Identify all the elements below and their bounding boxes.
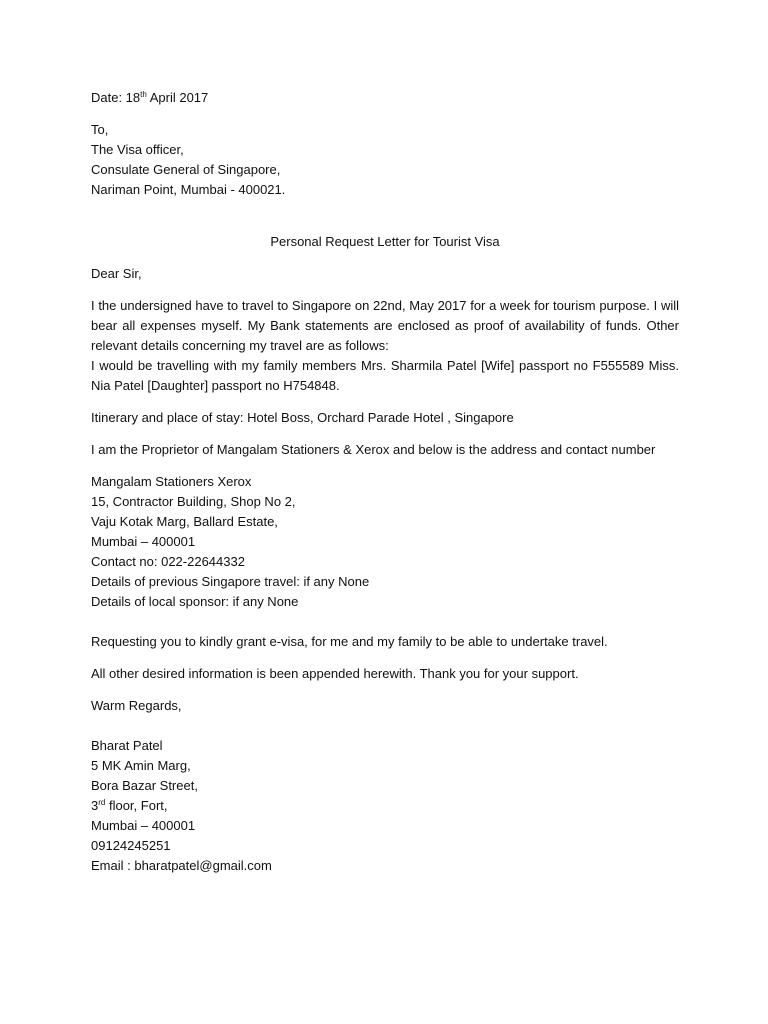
request-line: Requesting you to kindly grant e-visa, for me and my family to be able to undertake travel.: [91, 634, 608, 649]
sender-phone: 09124245251: [91, 838, 171, 853]
recipient-line: The Visa officer,: [91, 142, 184, 157]
sender-email: Email : bharatpatel@gmail.com: [91, 858, 272, 873]
recipient-line: Nariman Point, Mumbai - 400021.: [91, 182, 286, 197]
business-address-line: Vaju Kotak Marg, Ballard Estate,: [91, 514, 278, 529]
local-sponsor-details: Details of local sponsor: if any None: [91, 594, 299, 609]
recipient-to: To,: [91, 122, 109, 137]
salutation: Dear Sir,: [91, 266, 142, 281]
business-contact: Contact no: 022-22644332: [91, 554, 245, 569]
recipient-block: [91, 120, 679, 200]
signoff: Warm Regards,: [91, 698, 182, 713]
recipient-line: Consulate General of Singapore,: [91, 162, 281, 177]
date-text: Date: 18: [91, 90, 141, 105]
sender-block: [91, 736, 679, 876]
sender-address-line: Bora Bazar Street,: [91, 778, 198, 793]
business-address-block: [91, 472, 679, 612]
previous-travel-details: Details of previous Singapore travel: if any None: [91, 574, 370, 589]
body-paragraph: I would be travelling with my family members Mrs. Sharmila Patel [Wife] passport no F555589 Miss. Nia Patel [Daughter] passport no H754848.: [91, 358, 679, 393]
sender-address-line: 5 MK Amin Marg,: [91, 758, 191, 773]
floor-ordinal: rd: [98, 798, 106, 807]
closing-note: All other desired information is been appended herewith. Thank you for your support.: [91, 666, 579, 681]
business-name: Mangalam Stationers Xerox: [91, 474, 252, 489]
business-address-line: 15, Contractor Building, Shop No 2,: [91, 494, 296, 509]
sender-name: Bharat Patel: [91, 738, 163, 753]
date-month-year: April 2017: [146, 90, 209, 105]
business-address-line: Mumbai – 400001: [91, 534, 196, 549]
itinerary-line: Itinerary and place of stay: Hotel Boss, Orchard Parade Hotel , Singapore: [91, 410, 514, 425]
body-paragraph: I the undersigned have to travel to Singapore on 22nd, May 2017 for a week for tourism purpose. I will bear all expenses myself. My Bank statements are enclosed as proof of availability of funds. Other relevant details concerning my travel are as follows:: [91, 298, 679, 353]
sender-address-line: Mumbai – 400001: [91, 818, 196, 833]
letter-subject: Personal Request Letter for Tourist Visa: [270, 234, 500, 249]
date-line: [91, 88, 679, 108]
proprietor-line: I am the Proprietor of Mangalam Stationers & Xerox and below is the address and contact number: [91, 442, 656, 457]
sender-address-line: 3rd floor, Fort,: [91, 798, 168, 813]
date-ordinal: th: [140, 90, 147, 99]
letter-page: [91, 88, 679, 876]
